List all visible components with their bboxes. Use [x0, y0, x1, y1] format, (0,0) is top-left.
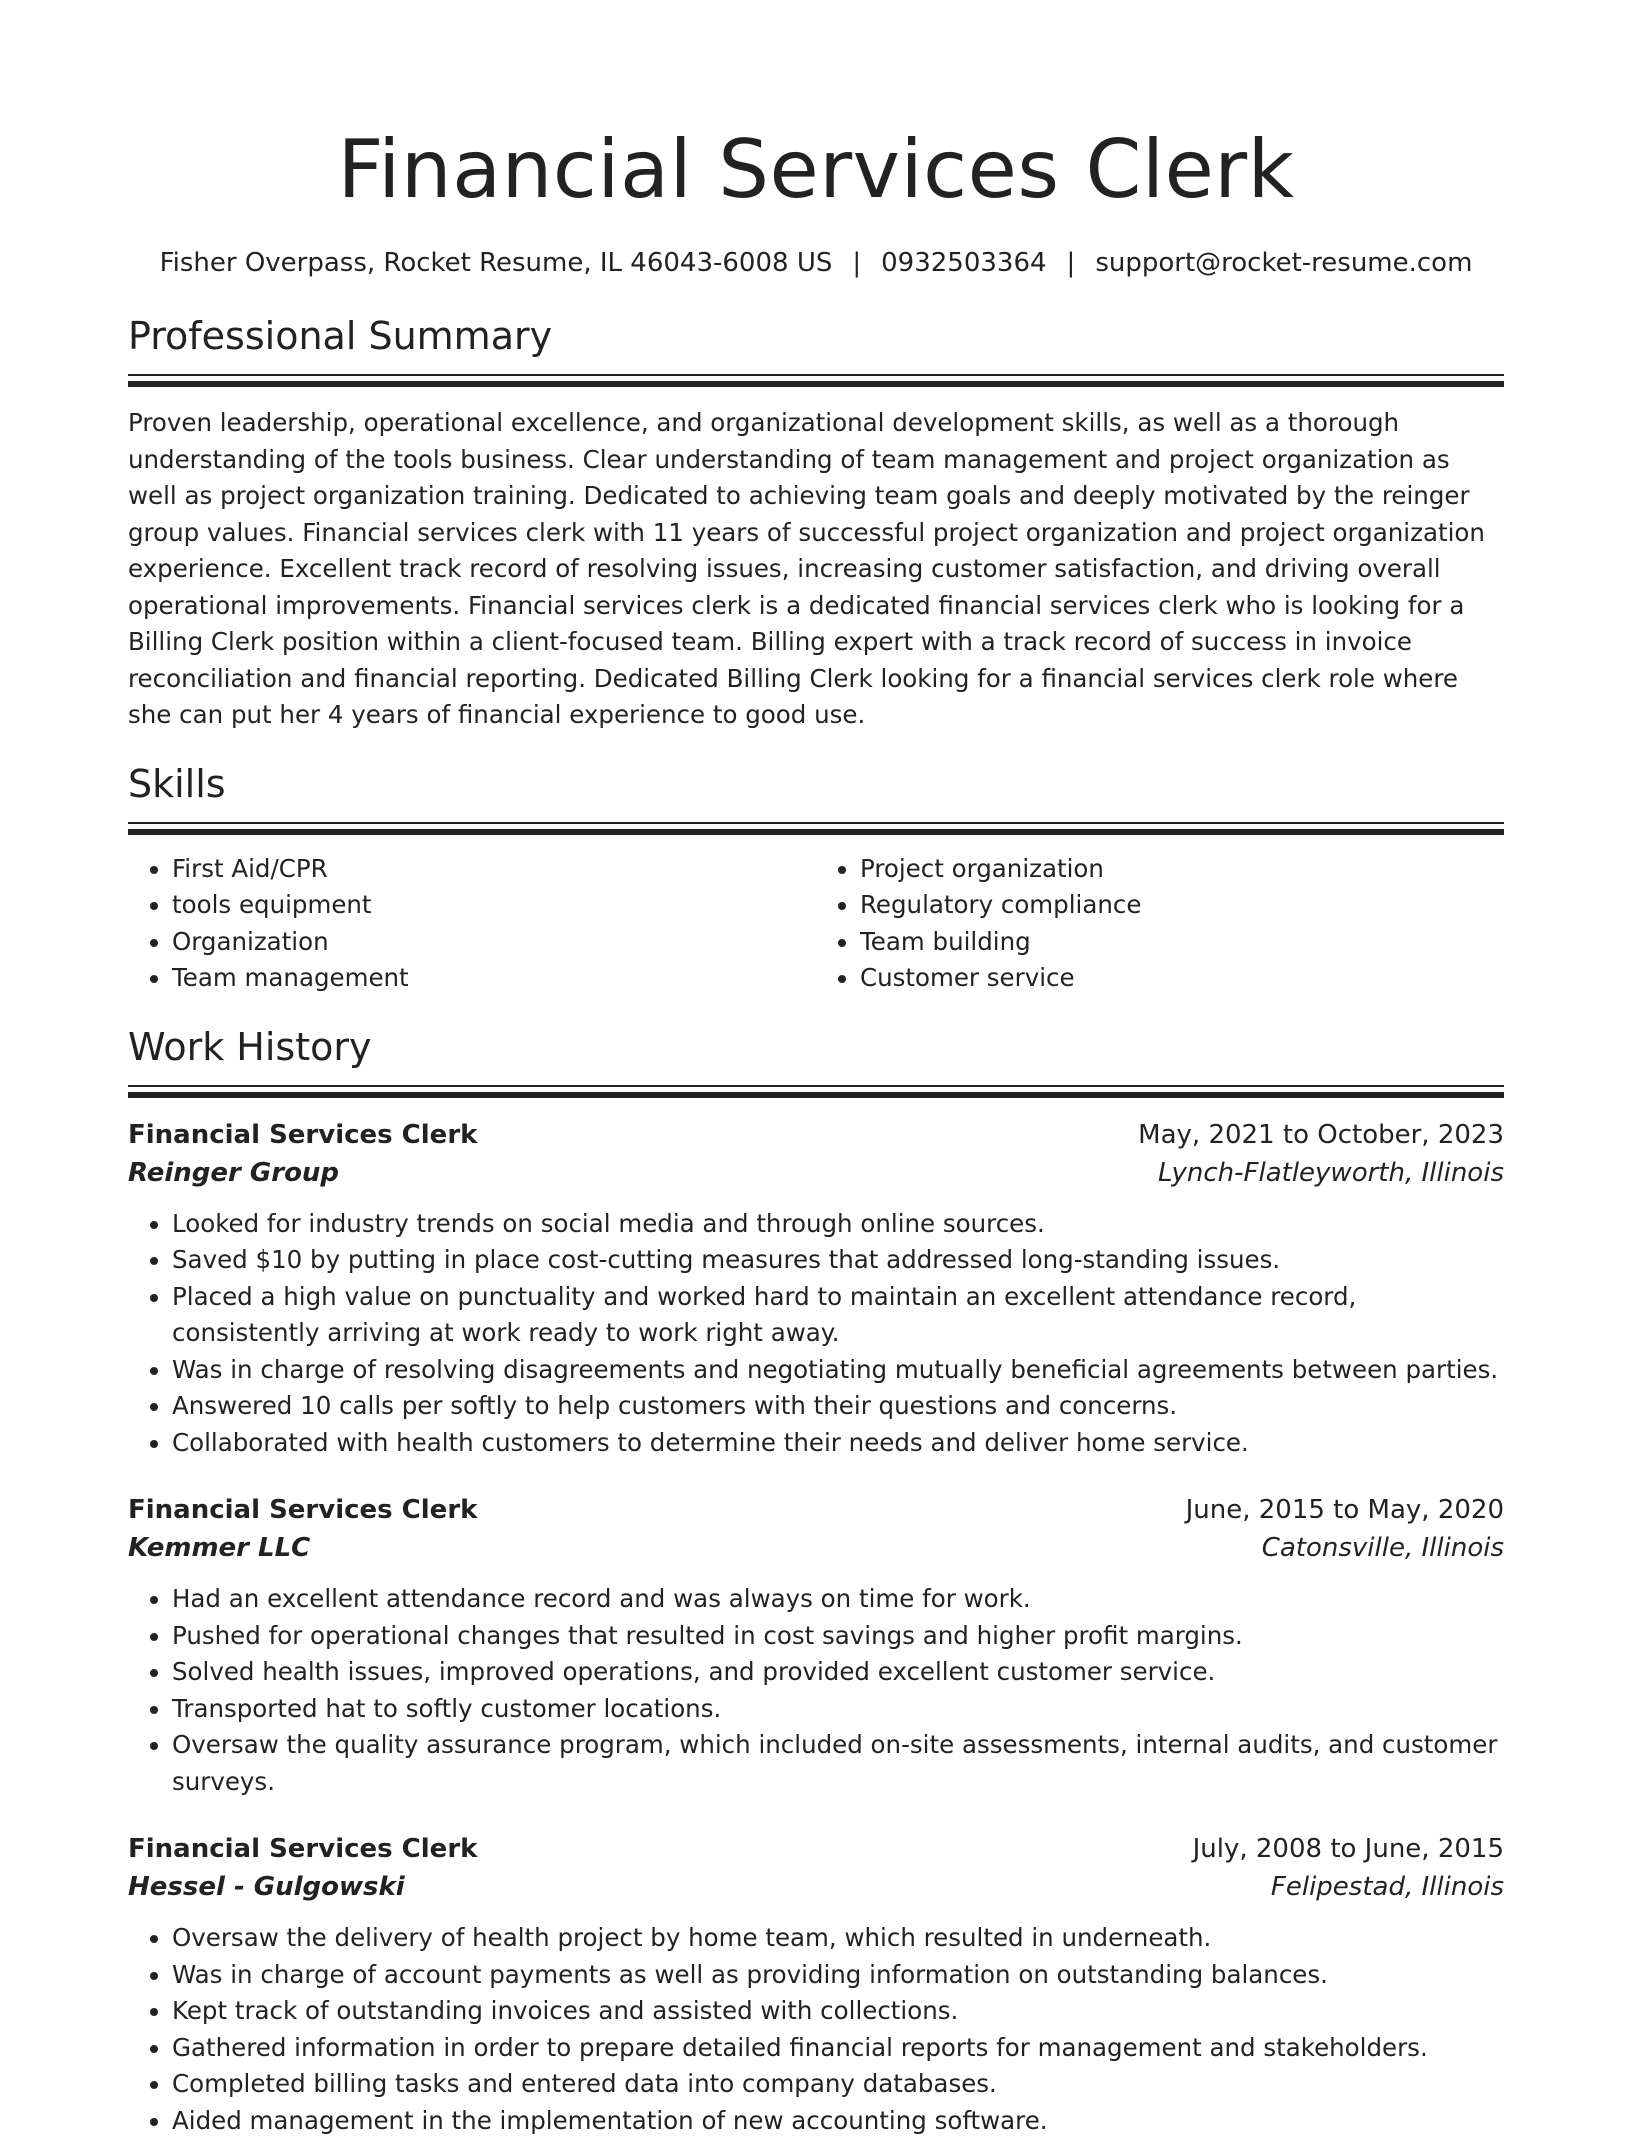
contact-separator: |: [832, 248, 881, 278]
skill-item: • tools equipment: [172, 887, 816, 924]
job-bullet: • Kept track of outstanding invoices and assisted with collections.: [172, 1993, 1504, 2030]
job-bullet: • Gathered information in order to prepare detailed financial reports for management and stakeholders.: [172, 2030, 1504, 2067]
section-divider: [128, 1085, 1504, 1098]
job-header-row: [128, 1116, 1504, 1154]
job-location: Lynch-Flatleyworth, Illinois: [1158, 1154, 1504, 1192]
job-header-row: [128, 1830, 1504, 1868]
contact-separator: |: [1047, 248, 1096, 278]
job-dates: June, 2015 to May, 2020: [1186, 1491, 1504, 1529]
job-location: Catonsville, Illinois: [1262, 1529, 1504, 1567]
job-bullet: • Had an excellent attendance record and was always on time for work.: [172, 1581, 1504, 1618]
work-history-section: [128, 1023, 1504, 2139]
job-bullet: • Transported hat to softly customer locations.: [172, 1691, 1504, 1728]
skill-item: • Organization: [172, 924, 816, 961]
job-bullet: • Collaborated with health customers to determine their needs and deliver home service.: [172, 1425, 1504, 1462]
job-entry: [128, 1491, 1504, 1800]
job-title: Financial Services Clerk: [128, 1491, 477, 1529]
contact-email: support@rocket-resume.com: [1095, 248, 1472, 278]
skill-item: • First Aid/CPR: [172, 851, 816, 888]
job-dates: May, 2021 to October, 2023: [1138, 1116, 1504, 1154]
work-history-heading: Work History: [128, 1023, 1504, 1071]
job-bullet: • Was in charge of account payments as well as providing information on outstanding balances.: [172, 1957, 1504, 1994]
job-company: Kemmer LLC: [128, 1529, 310, 1567]
skills-heading: Skills: [128, 760, 1504, 808]
job-company: Reinger Group: [128, 1154, 339, 1192]
job-location: Felipestad, Illinois: [1271, 1868, 1504, 1906]
skill-item: • Customer service: [860, 960, 1504, 997]
summary-text: Proven leadership, operational excellence, and organizational development skills, as well as a thorough understanding of the tools business. Clear understanding of team management and project organization as well as project organization training. Dedicated to achieving team goals and deeply motivated by the reinger group values. Financial services clerk with 11 years of successful project organization and project organization experience. Excellent track record of resolving issues, increasing customer satisfaction, and driving overall operational improvements. Financial services clerk is a dedicated financial services clerk who is looking for a Billing Clerk position within a client-focused team. Billing expert with a track record of success in invoice reconciliation and financial reporting. Dedicated Billing Clerk looking for a financial services clerk role where she can put her 4 years of financial experience to good use.: [128, 405, 1504, 734]
job-bullet: • Pushed for operational changes that resulted in cost savings and higher profit margins.: [172, 1618, 1504, 1655]
job-bullet: • Was in charge of resolving disagreements and negotiating mutually beneficial agreements between parties.: [172, 1352, 1504, 1389]
skills-list-right: [816, 851, 1504, 997]
section-divider: [128, 374, 1504, 387]
skills-section: [128, 760, 1504, 997]
job-bullets: [128, 1206, 1504, 1462]
skill-item: • Project organization: [860, 851, 1504, 888]
summary-section: [128, 312, 1504, 734]
job-title: Financial Services Clerk: [128, 1830, 477, 1868]
job-title: Financial Services Clerk: [128, 1116, 477, 1154]
job-bullet: • Completed billing tasks and entered data into company databases.: [172, 2066, 1504, 2103]
job-bullets: [128, 1581, 1504, 1800]
job-company: Hessel - Gulgowski: [128, 1868, 405, 1906]
job-bullet: • Answered 10 calls per softly to help customers with their questions and concerns.: [172, 1388, 1504, 1425]
job-bullet: • Saved $10 by putting in place cost-cutting measures that addressed long-standing issues.: [172, 1242, 1504, 1279]
job-entry: [128, 1116, 1504, 1462]
job-entry: [128, 1830, 1504, 2139]
job-subheader-row: [128, 1529, 1504, 1567]
contact-line: [128, 246, 1504, 280]
summary-heading: Professional Summary: [128, 312, 1504, 360]
skill-item: • Team management: [172, 960, 816, 997]
job-header-row: [128, 1491, 1504, 1529]
skill-item: • Regulatory compliance: [860, 887, 1504, 924]
resume-title: Financial Services Clerk: [128, 0, 1504, 222]
job-bullet: • Aided management in the implementation of new accounting software.: [172, 2103, 1504, 2139]
job-bullet: • Oversaw the quality assurance program, which included on-site assessments, internal audits, and customer surveys.: [172, 1727, 1504, 1800]
job-subheader-row: [128, 1868, 1504, 1906]
job-dates: July, 2008 to June, 2015: [1193, 1830, 1504, 1868]
job-subheader-row: [128, 1154, 1504, 1192]
job-bullet: • Solved health issues, improved operations, and provided excellent customer service.: [172, 1654, 1504, 1691]
job-bullet: • Oversaw the delivery of health project by home team, which resulted in underneath.: [172, 1920, 1504, 1957]
job-bullet: • Looked for industry trends on social media and through online sources.: [172, 1206, 1504, 1243]
contact-phone: 0932503364: [881, 248, 1046, 278]
skills-grid: [128, 851, 1504, 997]
contact-address: Fisher Overpass, Rocket Resume, IL 46043-6008 US: [160, 248, 833, 278]
skills-list-left: [128, 851, 816, 997]
job-bullets: [128, 1920, 1504, 2139]
skill-item: • Team building: [860, 924, 1504, 961]
job-bullet: • Placed a high value on punctuality and worked hard to maintain an excellent attendance record, consistently arriving at work ready to work right away.: [172, 1279, 1504, 1352]
section-divider: [128, 822, 1504, 835]
